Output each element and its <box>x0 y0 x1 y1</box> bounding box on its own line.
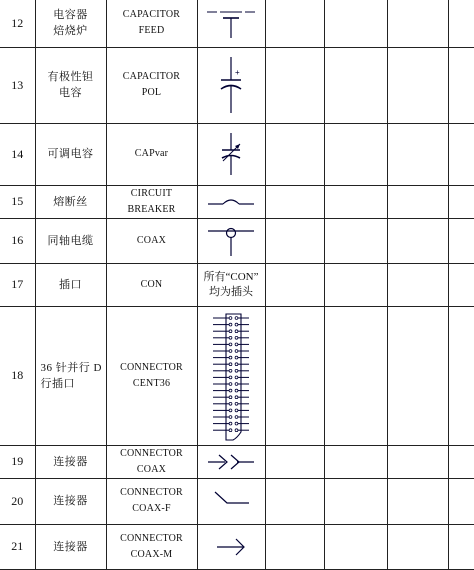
row-number: 21 <box>0 524 35 569</box>
symbol-note: 所有“CON” 均为插头 <box>197 263 265 306</box>
chinese-name: 可调电容 <box>35 123 106 185</box>
svg-text:+: + <box>235 68 240 77</box>
table-row <box>0 47 474 123</box>
chinese-name: 电容器 焙烧炉 <box>35 0 106 47</box>
row-number: 20 <box>0 478 35 524</box>
english-name: CIRCUIT BREAKER <box>106 185 197 218</box>
row-number: 14 <box>0 123 35 185</box>
connector-cent36-icon <box>197 306 265 445</box>
english-name: CAPvar <box>106 123 197 185</box>
chinese-name: 插口 <box>35 263 106 306</box>
connector-coax-m-icon <box>197 524 265 569</box>
table-row <box>0 263 474 306</box>
table-row <box>0 524 474 569</box>
coax-icon <box>197 218 265 263</box>
row-number: 15 <box>0 185 35 218</box>
capacitor-feed-icon <box>197 0 265 47</box>
table-row <box>0 123 474 185</box>
english-name: CAPACITOR POL <box>106 47 197 123</box>
connector-coax-icon <box>197 445 265 478</box>
row-number: 18 <box>0 306 35 445</box>
circuit-breaker-icon <box>197 185 265 218</box>
chinese-name: 连接器 <box>35 445 106 478</box>
chinese-name: 连接器 <box>35 524 106 569</box>
english-name: CONNECTOR COAX-F <box>106 478 197 524</box>
capacitor-polarized-icon <box>197 47 265 123</box>
chinese-name: 熔断丝 <box>35 185 106 218</box>
capacitor-variable-icon <box>197 123 265 185</box>
row-number: 13 <box>0 47 35 123</box>
row-number: 17 <box>0 263 35 306</box>
chinese-name: 连接器 <box>35 478 106 524</box>
english-name: CAPACITOR FEED <box>106 0 197 47</box>
english-name: COAX <box>106 218 197 263</box>
row-number: 19 <box>0 445 35 478</box>
table-row <box>0 0 474 47</box>
table-row <box>0 306 474 445</box>
table-row <box>0 478 474 524</box>
english-name: CONNECTOR CENT36 <box>106 306 197 445</box>
chinese-name: 36 针并行 D 行插口 <box>35 306 106 445</box>
chinese-name: 有极性钽 电容 <box>35 47 106 123</box>
english-name: CON <box>106 263 197 306</box>
row-number: 12 <box>0 0 35 47</box>
row-number: 16 <box>0 218 35 263</box>
english-name: CONNECTOR COAX-M <box>106 524 197 569</box>
table-row <box>0 218 474 263</box>
table-row <box>0 185 474 218</box>
english-name: CONNECTOR COAX <box>106 445 197 478</box>
connector-coax-f-icon <box>197 478 265 524</box>
chinese-name: 同轴电缆 <box>35 218 106 263</box>
table-row <box>0 445 474 478</box>
